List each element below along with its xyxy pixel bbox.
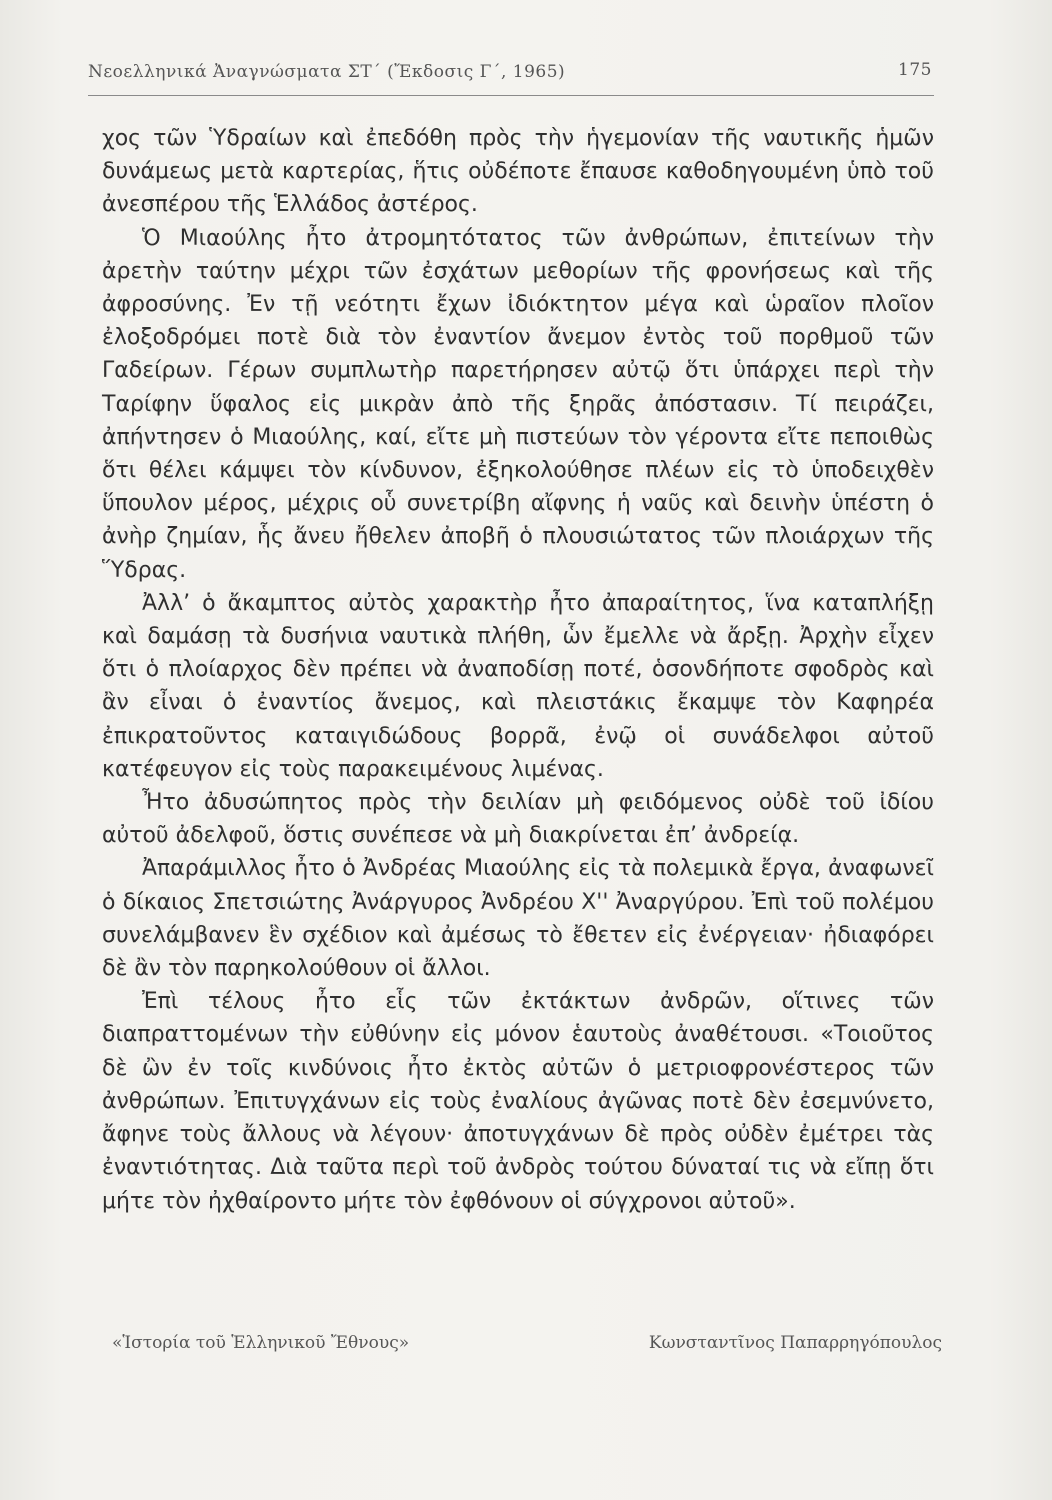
header-rule [88,95,934,96]
running-title: Νεοελληνικά Ἀναγνώσματα ΣΤ΄ (Ἔκδοσις Γ΄, 1965) [88,62,566,82]
paragraph: Ἐπὶ τέλους ἦτο εἷς τῶν ἐκτάκτων ἀνδρῶν, οἵτινες τῶν διαπραττομένων τὴν εὐθύνην εἰς μόνον ἑαυτοὺς ἀναθέτουσι. «Τοιοῦτος δὲ ὢν ἐν τοῖς κινδύνοις ἦτο ἐκτὸς αὐτῶν ὁ μετριοφρονέστερος τῶν ἀνθρώπων. Ἐπιτυγχάνων εἰς τοὺς ἐναλίους ἀγῶνας ποτὲ δὲν ἐσεμνύνετο, ἄφηνε τοὺς ἄλλους νὰ λέγουν· ἀποτυγχάνων δὲ πρὸς οὐδὲν ἐμέτρει τὰς ἐναντιότητας. Διὰ ταῦτα περὶ τοῦ ἀνδρὸς τούτου δύναταί τις νὰ εἴπῃ ὅτι μήτε τὸν ἠχθαίροντο μήτε τὸν ἐφθόνουν οἱ σύγχρονοι αὐτοῦ». [102,989,934,1214]
body-text [102,122,934,1218]
paragraph: Ἀλλ’ ὁ ἄκαμπτος αὐτὸς χαρακτὴρ ἦτο ἀπαραίτητος, ἵνα καταπλήξῃ καὶ δαμάσῃ τὰ δυσήνια ναυτικὰ πλήθη, ὧν ἔμελλε νὰ ἄρξῃ. Ἀρχὴν εἶχεν ὅτι ὁ πλοίαρχος δὲν πρέπει νὰ ἀναποδίσῃ ποτέ, ὁσονδήποτε σφοδρὸς καὶ ἂν εἶναι ὁ ἐναντίος ἄνεμος, καὶ πλειστάκις ἔκαμψε τὸν Καφηρέα ἐπικρατοῦντος καταιγιδώδους βορρᾶ, ἐνῷ οἱ συνάδελφοι αὐτοῦ κατέφευγον εἰς τοὺς παρακειμένους λιμένας. [102,590,934,782]
source-work-title: «Ἱστορία τοῦ Ἑλληνικοῦ Ἔθνους» [112,1333,410,1353]
source-author: Κωνσταντῖνος Παπαρρηγόπουλος [648,1333,942,1353]
paragraph: Ἦτο ἀδυσώπητος πρὸς τὴν δειλίαν μὴ φειδόμενος οὐδὲ τοῦ ἰδίου αὐτοῦ ἀδελφοῦ, ὅστις συνέπεσε νὰ μὴ διακρίνεται ἐπ’ ἀνδρείᾳ. [102,790,934,849]
paragraph: Ὁ Μιαούλης ἦτο ἀτρομητότατος τῶν ἀνθρώπων, ἐπιτείνων τὴν ἀρετὴν ταύτην μέχρι τῶν ἐσχάτων μεθορίων τῆς φρονήσεως καὶ τῆς ἀφροσύνης. Ἐν τῇ νεότητι ἔχων ἰδιόκτητον μέγα καὶ ὡραῖον πλοῖον ἐλοξοδρόμει ποτὲ διὰ τὸν ἐναντίον ἄνεμον ἐντὸς τοῦ πορθμοῦ τῶν Γαδείρων. Γέρων συμπλωτὴρ παρετήρησεν αὐτῷ ὅτι ὑπάρχει περὶ τὴν Ταρίφην ὕφαλος εἰς μικρὰν ἀπὸ τῆς ξηρᾶς ἀπόστασιν. Τί πειράζει, ἀπήντησεν ὁ Μιαούλης, καί, εἴτε μὴ πιστεύων τὸν γέροντα εἴτε πεποιθὼς ὅτι θέλει κάμψει τὸν κίνδυνον, ἐξηκολούθησε πλέων εἰς τὸ ὑποδειχθὲν ὕπουλον μέρος, μέχρις οὗ συνετρίβη αἴφνης ἡ ναῦς καὶ δεινὴν ὑπέστη ὁ ἀνὴρ ζημίαν, ἧς ἄνευ ἤθελεν ἀποβῆ ὁ πλουσιώτατος τῶν πλοιάρχων τῆς Ὕδρας. [102,225,934,583]
paragraph: Ἀπαράμιλλος ἦτο ὁ Ἀνδρέας Μιαούλης εἰς τὰ πολεμικὰ ἔργα, ἀναφωνεῖ ὁ δίκαιος Σπετσιώτης Ἀνάργυρος Ἀνδρέου Χ'' Ἀναργύρου. Ἐπὶ τοῦ πολέμου συνελάμβανεν ἓν σχέδιον καὶ ἀμέσως τὸ ἔθετεν εἰς ἐνέργειαν· ἠδιαφόρει δὲ ἂν τὸν παρηκολούθουν οἱ ἄλλοι. [102,856,934,982]
running-head [88,58,946,88]
page-number: 175 [898,60,932,80]
paragraph: χος τῶν Ὑδραίων καὶ ἐπεδόθη πρὸς τὴν ἡγεμονίαν τῆς ναυτικῆς ἡμῶν δυνάμεως μετὰ καρτερίας, ἥτις οὐδέποτε ἔπαυσε καθοδηγουμένη ὑπὸ τοῦ ἀνεσπέρου τῆς Ἑλλάδος ἀστέρος. [102,126,934,218]
source-citation [112,1333,942,1363]
